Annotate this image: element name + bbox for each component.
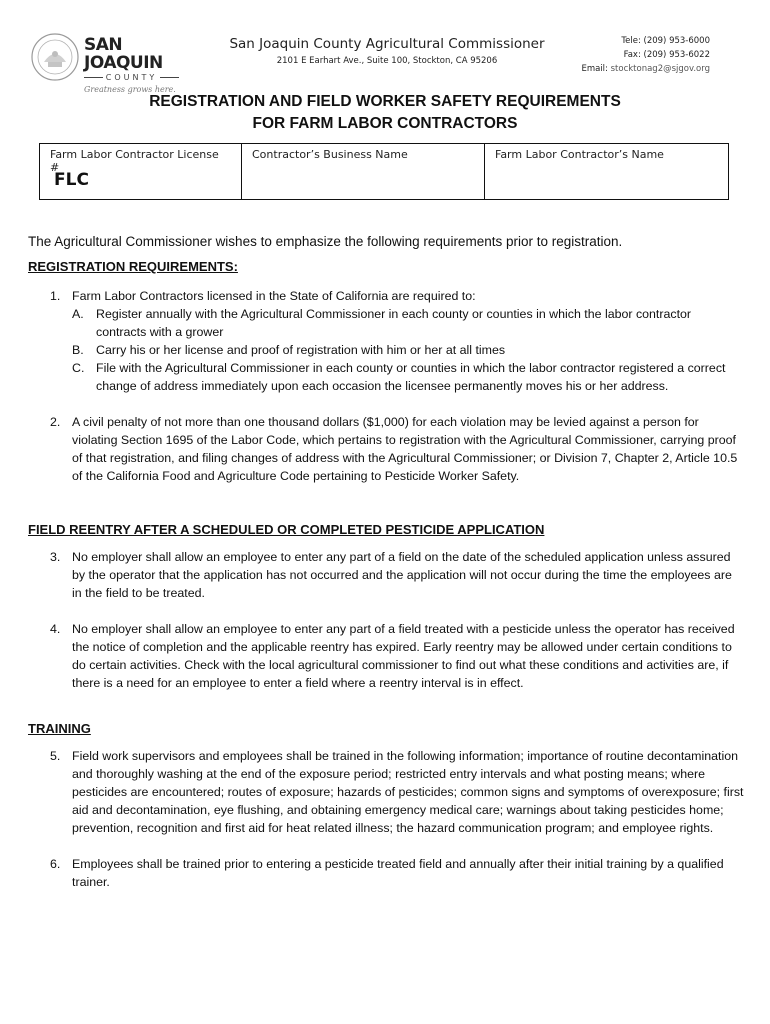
business-name-label: Contractor’s Business Name	[252, 148, 408, 161]
document-title	[0, 91, 770, 135]
list-item: 3. No employer shall allow an employee to enter any part of a field on the date of the scheduled application unless assured by the operator that the application has not occurred and the application will not occur during the time the employees are in the field to be treated.	[50, 550, 732, 600]
list-item: 5. Field work supervisors and employees shall be trained in the following information; importance of routine decontamination and thoroughly washing at the end of the exposure period; restricted entry intervals and what posting means; where pesticides are encountered; routes of exposure; hazards of pesticides; common signs and symptoms of overexposure; first aid and decontamination, eye flushing, and obtaining emergency medical care; warnings about taking pesticides home; prevention, recognition and first aid for heat related illness; the hazard communication program; and employee rights.	[50, 749, 744, 835]
sub-item-b: B. Carry his or her license and proof of registration with him or her at all times	[72, 343, 506, 357]
business-name-cell[interactable]	[242, 144, 485, 199]
registration-heading: REGISTRATION REQUIREMENTS:	[28, 259, 238, 274]
item-1-lead: Farm Labor Contractors licensed in the State of California are required to:	[72, 289, 476, 303]
reentry-heading: FIELD REENTRY AFTER A SCHEDULED OR COMPLETED PESTICIDE APPLICATION	[28, 522, 545, 537]
county-logo	[84, 36, 179, 94]
contact-fax: Fax: (209) 953-6022	[623, 50, 710, 60]
title-line-1: REGISTRATION AND FIELD WORKER SAFETY REQUIREMENTS	[149, 93, 621, 110]
logo-rule-left	[84, 77, 103, 78]
list-item: 2. A civil penalty of not more than one thousand dollars ($1,000) for each violation may be levied against a person for violating Section 1695 of the Labor Code, which pertains to registration with the Agricultural Commissioner, carrying proof of that registration, and filing changes of address with the Agricultural Commissioner; or Division 7, Chapter 2, Article 10.5 of the California Food and Agriculture Code pertaining to Pesticide Worker Safety.	[50, 415, 738, 483]
contractor-name-label: Farm Labor Contractor’s Name	[495, 148, 664, 161]
license-number-label: Farm Labor Contractor License #	[50, 148, 219, 174]
contact-email: stocktonag2@sjgov.org	[610, 64, 710, 74]
list-item: 6. Employees shall be trained prior to entering a pesticide treated field and annually after their initial training by a qualified trainer.	[50, 857, 724, 889]
agency-address: 2101 E Earhart Ave., Suite 100, Stockton, CA 95206	[276, 56, 498, 66]
logo-name: SAN JOAQUIN	[84, 35, 163, 73]
license-number-value: FLC	[54, 170, 89, 190]
contractor-name-cell[interactable]	[485, 144, 728, 199]
letterhead	[0, 0, 770, 94]
training-heading: TRAINING	[28, 721, 91, 736]
license-number-cell[interactable]	[40, 144, 242, 199]
logo-rule-right	[160, 77, 179, 78]
agency-name: San Joaquin County Agricultural Commissioner	[229, 36, 545, 52]
license-table	[39, 143, 729, 200]
logo-county: COUNTY	[105, 73, 158, 82]
contact-email-label: Email:	[581, 64, 608, 74]
contact-tel: Tele: (209) 953-6000	[621, 36, 710, 46]
contact-block	[540, 34, 710, 76]
logo-tagline: Greatness grows here.	[84, 85, 176, 94]
sub-item-c: C. File with the Agricultural Commissioner in each county or counties in which the labor contractor registered a correct change of address immediately upon each occasion the licensee permanently moves his or her address.	[72, 361, 726, 393]
intro-paragraph: The Agricultural Commissioner wishes to emphasize the following requirements prior to registration.	[28, 234, 623, 249]
sub-item-a: A. Register annually with the Agricultural Commissioner in each county or counties in which the labor contractor contracts with a grower	[72, 307, 692, 339]
list-item: 1. Farm Labor Contractors licensed in the State of California are required to:	[50, 289, 476, 303]
agency-block	[222, 36, 552, 66]
list-item: 4. No employer shall allow an employee to enter any part of a field treated with a pesticide unless the operator has received the notice of completion and the applicable reentry has expired. Early reentry may be allowed under certain conditions to do certain activities. Check with the local agricultural commissioner to find out what these conditions and activities are, if there is a need for an employee to enter a field where a reentry interval is in effect.	[50, 622, 735, 690]
county-seal-icon	[30, 32, 80, 82]
title-line-2: FOR FARM LABOR CONTRACTORS	[252, 115, 518, 132]
document-body	[28, 233, 744, 891]
